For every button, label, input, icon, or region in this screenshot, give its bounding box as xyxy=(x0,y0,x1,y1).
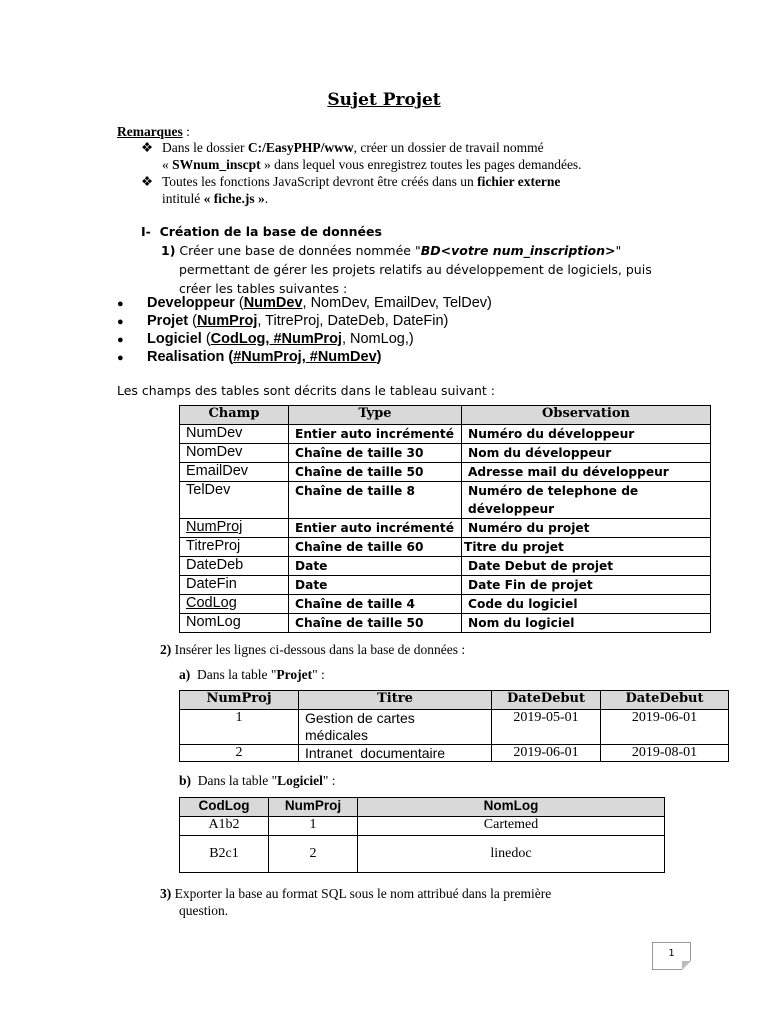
sub-question-text: Dans la table " xyxy=(197,667,277,682)
header-codlog: CodLog xyxy=(180,798,269,817)
schema-table-name: Projet xyxy=(147,313,189,329)
header-titre: Titre xyxy=(299,691,492,710)
sub-question-label: a) xyxy=(179,667,191,682)
question-3-line-1 xyxy=(160,885,551,902)
cell-codlog: B2c1 xyxy=(180,836,269,873)
question-2a xyxy=(179,666,325,683)
question-text: " xyxy=(615,243,622,258)
page-number: 1 xyxy=(652,942,691,970)
sub-question-label: b) xyxy=(179,773,192,788)
cell-observation: Numéro du développeur xyxy=(462,425,711,444)
cell-observation: Adresse mail du développeur xyxy=(462,463,711,482)
table-row xyxy=(180,595,711,614)
header-observation: Observation xyxy=(462,406,711,425)
diamond-bullet-icon: ❖ xyxy=(141,174,154,189)
cell-titre: Gestion de cartes médicales xyxy=(299,710,492,745)
bullet-dot-icon: ● xyxy=(117,316,124,328)
header-datedebut: DateDebut xyxy=(492,691,601,710)
question-1-line-2: permettant de gérer les projets relatifs au développement de logiciels, puis xyxy=(179,262,652,277)
table-row xyxy=(180,425,711,444)
table-row xyxy=(180,576,711,595)
schema-key: #NumProj, #NumDev xyxy=(233,349,377,365)
cell-champ: NomLog xyxy=(180,614,289,633)
schema-paren: ( xyxy=(224,349,234,365)
cell-observation: Date Debut de projet xyxy=(462,557,711,576)
header-datedebut-2: DateDebut xyxy=(601,691,729,710)
cell-datedebut: 2019-06-01 xyxy=(492,745,601,762)
schema-fields: , NomLog,) xyxy=(341,331,414,347)
schema-fields: ) xyxy=(376,349,382,365)
remark-emphasis: fichier externe xyxy=(477,174,561,189)
remark-text: . xyxy=(264,191,269,206)
table-row xyxy=(180,463,711,482)
cell-observation: Numéro de telephone de développeur xyxy=(462,482,711,519)
table-row xyxy=(180,614,711,633)
table-row xyxy=(180,836,665,873)
schema-key: CodLog, #NumProj xyxy=(210,331,342,347)
question-number: 3) xyxy=(160,886,172,901)
cell-champ: NumDev xyxy=(180,425,289,444)
remarques-heading xyxy=(117,123,190,140)
sub-question-table-name: Projet xyxy=(276,667,313,682)
cell-datedebut: 2019-05-01 xyxy=(492,710,601,745)
remark-2-line-1 xyxy=(162,173,560,190)
schema-paren: ( xyxy=(234,295,244,311)
cell-datefin: 2019-06-01 xyxy=(601,710,729,745)
cell-type: Chaîne de taille 50 xyxy=(289,614,462,633)
cell-observation: Titre du projet xyxy=(462,538,711,557)
header-numproj: NumProj xyxy=(180,691,299,710)
remark-text: intitulé xyxy=(162,191,204,206)
question-text: Insérer les lignes ci-dessous dans la base de données : xyxy=(174,642,466,657)
question-3-line-2: question. xyxy=(179,903,229,918)
schema-fields: , NomDev, EmailDev, TelDev) xyxy=(302,295,492,311)
schema-fields: , TitreProj, DateDeb, DateFin) xyxy=(257,313,449,329)
table-header-row xyxy=(180,691,729,710)
table-row xyxy=(180,444,711,463)
cell-champ: EmailDev xyxy=(180,463,289,482)
remark-text: « xyxy=(162,157,173,172)
schema-table-name: Developpeur xyxy=(147,295,235,311)
cell-champ: DateDeb xyxy=(180,557,289,576)
question-number: 2) xyxy=(160,642,172,657)
cell-codlog: A1b2 xyxy=(180,817,269,836)
question-db-name: BD<votre num_inscription> xyxy=(420,243,616,258)
diamond-bullet-icon: ❖ xyxy=(141,140,154,155)
table-row xyxy=(180,557,711,576)
sub-question-table-name: Logiciel xyxy=(277,773,323,788)
remark-2-line-2 xyxy=(162,190,268,207)
cell-observation: Date Fin de projet xyxy=(462,576,711,595)
schema-key: NumDev xyxy=(243,295,303,311)
remark-text: Toutes les fonctions JavaScript devront être créés dans un xyxy=(162,174,478,189)
cell-numproj: 2 xyxy=(269,836,358,873)
bullet-dot-icon: ● xyxy=(117,298,124,310)
cell-champ: TelDev xyxy=(180,482,289,519)
question-1-line-1 xyxy=(161,243,621,258)
cell-type: Chaîne de taille 4 xyxy=(289,595,462,614)
question-2b xyxy=(179,772,336,789)
cell-type: Date xyxy=(289,576,462,595)
table-row xyxy=(180,817,665,836)
schema-table-name: Realisation xyxy=(147,349,225,365)
fields-table xyxy=(179,405,711,633)
question-number: 1) xyxy=(161,243,176,258)
cell-observation: Nom du développeur xyxy=(462,444,711,463)
cell-observation: Nom du logiciel xyxy=(462,614,711,633)
cell-observation: Code du logiciel xyxy=(462,595,711,614)
cell-type: Chaîne de taille 30 xyxy=(289,444,462,463)
cell-champ: NomDev xyxy=(180,444,289,463)
table-row xyxy=(180,519,711,538)
cell-type: Chaîne de taille 50 xyxy=(289,463,462,482)
schema-table-name: Logiciel xyxy=(147,331,202,347)
schema-paren: ( xyxy=(188,313,197,329)
cell-champ: TitreProj xyxy=(180,538,289,557)
table-header-row xyxy=(180,406,711,425)
schema-realisation xyxy=(147,349,382,365)
logiciel-table xyxy=(179,797,665,873)
bullet-dot-icon: ● xyxy=(117,352,124,364)
question-1-line-3: créer les tables suivantes : xyxy=(179,281,348,296)
cell-numproj: 2 xyxy=(180,745,299,762)
remark-text: , créer un dossier de travail nommé xyxy=(353,140,544,155)
cell-champ: NumProj xyxy=(180,519,289,538)
sub-question-text: " : xyxy=(322,773,336,788)
cell-numproj: 1 xyxy=(269,817,358,836)
table-row xyxy=(180,482,711,519)
cell-type: Entier auto incrémenté xyxy=(289,519,462,538)
schema-developpeur xyxy=(147,295,492,311)
remark-text: » dans lequel vous enregistrez toutes les pages demandées. xyxy=(260,157,582,172)
cell-numproj: 1 xyxy=(180,710,299,745)
remark-path: C:/EasyPHP/www xyxy=(247,140,354,155)
sub-question-text: " : xyxy=(312,667,325,682)
bullet-dot-icon: ● xyxy=(117,334,124,346)
question-2 xyxy=(160,641,465,658)
table-header-row xyxy=(180,798,665,817)
cell-type: Entier auto incrémenté xyxy=(289,425,462,444)
question-text: Créer une base de données nommée " xyxy=(179,243,421,258)
remarques-label: Remarques xyxy=(117,124,183,139)
remark-text: Dans le dossier xyxy=(162,140,248,155)
remarques-colon: : xyxy=(182,124,190,139)
header-champ: Champ xyxy=(180,406,289,425)
header-numproj: NumProj xyxy=(269,798,358,817)
header-nomlog: NomLog xyxy=(358,798,665,817)
remark-1-line-2 xyxy=(162,156,582,173)
fields-intro: Les champs des tables sont décrits dans le tableau suivant : xyxy=(117,383,496,398)
remark-folder-name: SWnum_inscpt xyxy=(172,157,261,172)
section-number: I- xyxy=(141,224,151,239)
table-row xyxy=(180,745,729,762)
table-row xyxy=(180,538,711,557)
schema-projet xyxy=(147,313,448,329)
schema-paren: ( xyxy=(201,331,211,347)
section-title: Création de la base de données xyxy=(159,224,382,239)
sub-question-text: Dans la table " xyxy=(197,773,278,788)
question-text: Exporter la base au format SQL sous le nom attribué dans la première xyxy=(174,886,552,901)
page-title: Sujet Projet xyxy=(327,90,441,110)
schema-logiciel xyxy=(147,331,414,347)
schema-key: NumProj xyxy=(196,313,258,329)
cell-datefin: 2019-08-01 xyxy=(601,745,729,762)
cell-nomlog: Cartemed xyxy=(358,817,665,836)
section-heading xyxy=(141,224,382,239)
remark-filename: « fiche.js » xyxy=(203,191,265,206)
header-type: Type xyxy=(289,406,462,425)
cell-titre: Intranet documentaire xyxy=(299,745,492,762)
cell-type: Date xyxy=(289,557,462,576)
cell-type: Chaîne de taille 8 xyxy=(289,482,462,519)
remark-1-line-1 xyxy=(162,139,544,156)
cell-observation: Numéro du projet xyxy=(462,519,711,538)
cell-champ: DateFin xyxy=(180,576,289,595)
table-row xyxy=(180,710,729,745)
cell-champ: CodLog xyxy=(180,595,289,614)
projet-table xyxy=(179,690,729,762)
cell-type: Chaîne de taille 60 xyxy=(289,538,462,557)
cell-nomlog: linedoc xyxy=(358,836,665,873)
